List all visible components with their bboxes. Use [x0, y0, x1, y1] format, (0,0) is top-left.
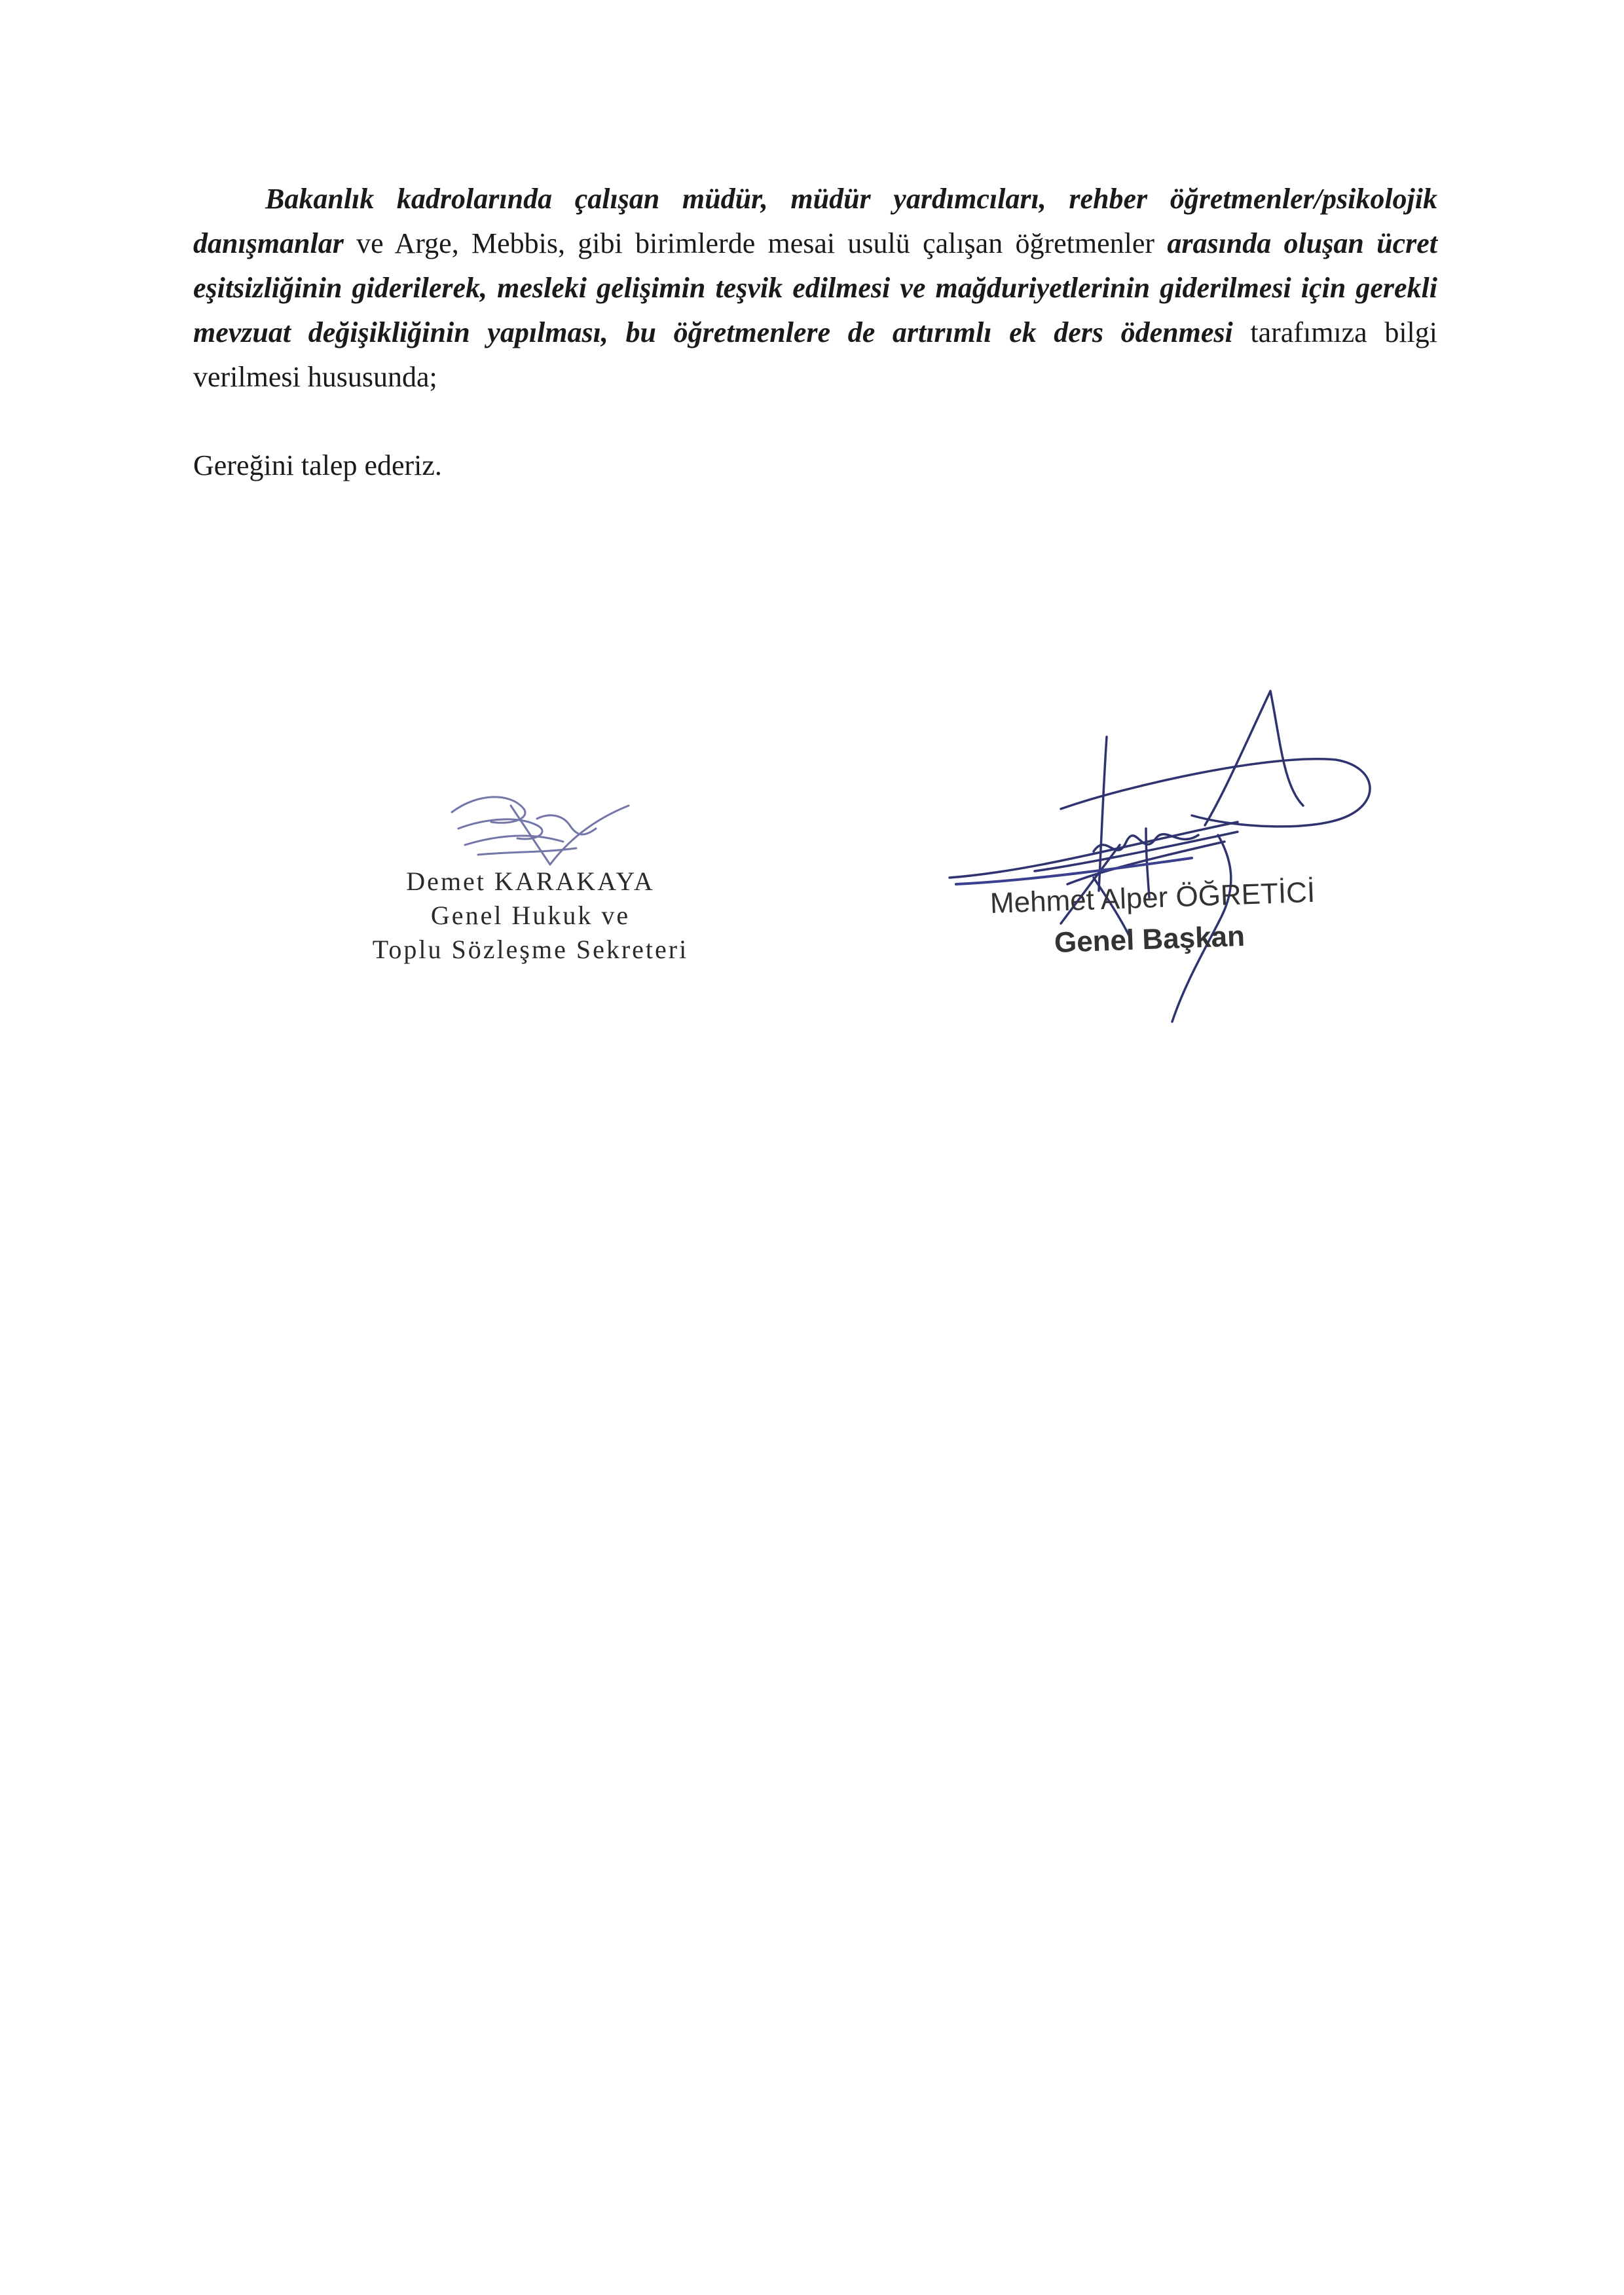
left-signatory-text — [327, 865, 733, 967]
paragraph-segment-4: tarafımıza bilgi verilmesi hususunda; — [193, 316, 1437, 393]
request-paragraph — [193, 177, 1437, 400]
signature-block-right — [930, 675, 1441, 1041]
signature-block-left — [327, 779, 733, 989]
handwritten-signature-right — [930, 675, 1441, 1041]
left-signatory-title-2: Toplu Sözleşme Sekreteri — [372, 935, 689, 964]
left-signatory-title-1: Genel Hukuk ve — [430, 901, 631, 930]
paragraph-segment-1: Bakanlık kadrolarında çalışan müdür, müdür yardımcıları, rehber öğretmenler/psikolojik danışmanlar — [193, 183, 1437, 259]
paragraph-segment-2: ve Arge, Mebbis, gibi birimlerde mesai usulü çalışan öğretmenler — [343, 227, 1168, 259]
right-signatory-name: Mehmet Alper ÖĞRETİCİ — [989, 876, 1316, 920]
closing-line: Gereğini talep ederiz. — [193, 449, 442, 481]
paragraph-segment-3: arasında oluşan ücret eşitsizliğinin giderilerek, mesleki gelişimin teşvik edilmesi ve mağduriyetlerinin giderilmesi için gerekli mevzuat değişikliğinin yapılması, bu öğretmenlere de artırımlı ek ders ödenmesi — [193, 227, 1437, 348]
right-signatory-title: Genel Başkan — [1054, 920, 1246, 959]
left-signatory-name: Demet KARAKAYA — [406, 867, 655, 896]
